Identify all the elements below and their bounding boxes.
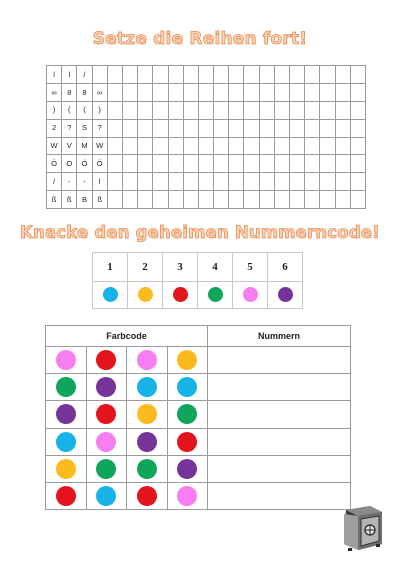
- color-dot-green: [208, 287, 223, 302]
- grid-cell-empty[interactable]: [290, 155, 305, 173]
- grid-cell-empty[interactable]: [320, 119, 335, 137]
- grid-cell-empty[interactable]: [168, 119, 183, 137]
- color-dot-yellow: [137, 404, 157, 424]
- color-dot-red: [96, 350, 116, 370]
- grid-cell-empty[interactable]: [138, 173, 153, 191]
- color-dot-red: [177, 432, 197, 452]
- grid-cell-empty[interactable]: [335, 101, 350, 119]
- grid-cell-empty[interactable]: [183, 137, 198, 155]
- grid-cell-symbol: ß: [62, 191, 77, 209]
- grid-cell-empty[interactable]: [153, 83, 168, 101]
- color-cell: [127, 347, 168, 374]
- grid-cell-empty[interactable]: [198, 66, 213, 84]
- grid-cell-empty[interactable]: [198, 137, 213, 155]
- color-cell: [86, 401, 127, 428]
- key-color-cell: [93, 282, 128, 309]
- grid-row: [47, 173, 366, 191]
- grid-cell-empty[interactable]: [107, 173, 122, 191]
- grid-cell-empty[interactable]: [244, 137, 259, 155]
- color-cell: [86, 347, 127, 374]
- color-dot-red: [173, 287, 188, 302]
- color-dot-yellow: [138, 287, 153, 302]
- grid-cell-empty[interactable]: [350, 155, 365, 173]
- grid-cell-symbol: O: [62, 155, 77, 173]
- color-key-table: [92, 252, 303, 309]
- grid-cell-symbol: ): [92, 101, 107, 119]
- color-cell: [46, 428, 87, 455]
- grid-cell-empty[interactable]: [229, 137, 244, 155]
- grid-cell-empty[interactable]: [183, 66, 198, 84]
- grid-cell-empty[interactable]: [290, 191, 305, 209]
- color-dot-blue: [137, 377, 157, 397]
- number-answer-cell[interactable]: [208, 428, 351, 455]
- key-number: 3: [163, 253, 198, 282]
- grid-cell-empty[interactable]: [305, 137, 320, 155]
- grid-cell-symbol: ∞: [92, 83, 107, 101]
- grid-cell-symbol: S: [77, 119, 92, 137]
- grid-cell-empty[interactable]: [259, 173, 274, 191]
- color-dot-pink: [96, 432, 116, 452]
- grid-cell-empty[interactable]: [320, 155, 335, 173]
- grid-cell-empty[interactable]: [259, 83, 274, 101]
- grid-cell-empty[interactable]: [244, 66, 259, 84]
- key-color-cell: [128, 282, 163, 309]
- grid-cell-symbol: ?: [92, 119, 107, 137]
- grid-cell-symbol: M: [77, 137, 92, 155]
- grid-row: [47, 155, 366, 173]
- number-answer-cell[interactable]: [208, 401, 351, 428]
- grid-cell-empty[interactable]: [153, 155, 168, 173]
- color-cell: [127, 401, 168, 428]
- grid-cell-symbol: V: [62, 137, 77, 155]
- grid-cell-symbol: B: [77, 191, 92, 209]
- grid-cell-empty[interactable]: [274, 191, 289, 209]
- grid-row: [47, 137, 366, 155]
- grid-cell-empty[interactable]: [350, 173, 365, 191]
- grid-cell-empty[interactable]: [259, 119, 274, 137]
- grid-cell-symbol: (: [77, 101, 92, 119]
- color-cell: [127, 455, 168, 482]
- grid-cell-symbol: -: [77, 173, 92, 191]
- grid-cell-empty[interactable]: [122, 137, 137, 155]
- grid-cell-empty[interactable]: [320, 101, 335, 119]
- grid-cell-empty[interactable]: [305, 173, 320, 191]
- grid-cell-empty[interactable]: [335, 137, 350, 155]
- color-dot-green: [96, 459, 116, 479]
- color-cell: [167, 374, 208, 401]
- key-color-cell: [198, 282, 233, 309]
- grid-row: [47, 66, 366, 84]
- grid-cell-symbol: Ó: [77, 155, 92, 173]
- grid-cell-empty[interactable]: [198, 173, 213, 191]
- grid-cell-empty[interactable]: [229, 66, 244, 84]
- grid-cell-symbol: l: [62, 66, 77, 84]
- title-code: Knacke den geheimen Nummerncode!: [20, 223, 380, 242]
- grid-cell-empty[interactable]: [138, 66, 153, 84]
- grid-cell-empty[interactable]: [214, 191, 229, 209]
- number-answer-cell[interactable]: [208, 374, 351, 401]
- grid-cell-empty[interactable]: [350, 137, 365, 155]
- color-dot-purple: [137, 432, 157, 452]
- color-dot-blue: [103, 287, 118, 302]
- grid-cell-symbol: -: [62, 173, 77, 191]
- grid-cell-empty[interactable]: [198, 155, 213, 173]
- grid-cell-empty[interactable]: [274, 66, 289, 84]
- grid-cell-empty[interactable]: [107, 101, 122, 119]
- grid-cell-empty[interactable]: [305, 66, 320, 84]
- color-cell: [86, 374, 127, 401]
- safe-icon: [340, 504, 384, 552]
- header-farbcode: Farbcode: [46, 326, 208, 347]
- color-dot-purple: [278, 287, 293, 302]
- grid-cell-empty[interactable]: [168, 137, 183, 155]
- grid-cell-empty[interactable]: [214, 155, 229, 173]
- color-dot-red: [137, 486, 157, 506]
- grid-cell-empty[interactable]: [214, 173, 229, 191]
- grid-cell-empty[interactable]: [107, 119, 122, 137]
- code-row: [46, 374, 351, 401]
- grid-cell-empty[interactable]: [107, 66, 122, 84]
- grid-cell-empty[interactable]: [259, 191, 274, 209]
- grid-cell-empty[interactable]: [168, 191, 183, 209]
- grid-cell-empty[interactable]: [335, 119, 350, 137]
- header-nummern: Nummern: [208, 326, 351, 347]
- grid-cell-empty[interactable]: [153, 101, 168, 119]
- grid-cell-empty[interactable]: [305, 155, 320, 173]
- grid-cell-empty[interactable]: [350, 191, 365, 209]
- key-number: 6: [268, 253, 303, 282]
- grid-cell-empty[interactable]: [138, 101, 153, 119]
- color-dot-purple: [177, 459, 197, 479]
- grid-cell-symbol: 8: [62, 83, 77, 101]
- grid-cell-empty[interactable]: [290, 101, 305, 119]
- grid-cell-empty[interactable]: [168, 173, 183, 191]
- grid-cell-symbol: (: [62, 101, 77, 119]
- color-dot-green: [177, 404, 197, 424]
- grid-cell-symbol: W: [47, 137, 62, 155]
- color-dot-pink: [177, 486, 197, 506]
- grid-cell-empty[interactable]: [122, 83, 137, 101]
- grid-cell-empty[interactable]: [244, 191, 259, 209]
- color-cell: [127, 482, 168, 509]
- grid-row: [47, 101, 366, 119]
- grid-cell-empty[interactable]: [244, 119, 259, 137]
- color-dot-purple: [56, 404, 76, 424]
- grid-cell-empty[interactable]: [198, 119, 213, 137]
- grid-cell-empty[interactable]: [274, 83, 289, 101]
- grid-cell-empty[interactable]: [244, 173, 259, 191]
- grid-cell-empty[interactable]: [274, 155, 289, 173]
- grid-cell-symbol: ?: [62, 119, 77, 137]
- grid-cell-empty[interactable]: [138, 83, 153, 101]
- grid-cell-empty[interactable]: [107, 83, 122, 101]
- grid-cell-symbol: l: [47, 66, 62, 84]
- color-cell: [46, 455, 87, 482]
- grid-cell-empty[interactable]: [183, 155, 198, 173]
- grid-cell-empty[interactable]: [153, 137, 168, 155]
- grid-cell-empty[interactable]: [350, 119, 365, 137]
- grid-cell-empty[interactable]: [274, 101, 289, 119]
- color-dot-blue: [56, 432, 76, 452]
- grid-cell-empty[interactable]: [305, 101, 320, 119]
- grid-cell-empty[interactable]: [153, 173, 168, 191]
- color-cell: [86, 482, 127, 509]
- grid-cell-symbol: Ö: [92, 155, 107, 173]
- color-dot-pink: [137, 350, 157, 370]
- grid-cell-empty[interactable]: [153, 191, 168, 209]
- code-row: [46, 455, 351, 482]
- grid-row: [47, 119, 366, 137]
- grid-cell-empty[interactable]: [320, 191, 335, 209]
- grid-cell-empty[interactable]: [214, 119, 229, 137]
- grid-cell-empty[interactable]: [259, 137, 274, 155]
- color-cell: [46, 482, 87, 509]
- code-table: [45, 325, 351, 510]
- color-cell: [167, 455, 208, 482]
- number-answer-cell[interactable]: [208, 455, 351, 482]
- key-number: 2: [128, 253, 163, 282]
- grid-cell-empty[interactable]: [320, 173, 335, 191]
- key-color-cell: [163, 282, 198, 309]
- key-number: 5: [233, 253, 268, 282]
- color-dot-red: [96, 404, 116, 424]
- color-cell: [167, 347, 208, 374]
- grid-cell-empty[interactable]: [350, 66, 365, 84]
- grid-cell-empty[interactable]: [168, 66, 183, 84]
- grid-cell-symbol: Ö: [47, 155, 62, 173]
- grid-cell-empty[interactable]: [244, 83, 259, 101]
- title-series: Setze die Reihen fort!: [92, 29, 308, 49]
- grid-cell-empty[interactable]: [244, 101, 259, 119]
- color-dot-purple: [96, 377, 116, 397]
- grid-cell-empty[interactable]: [183, 173, 198, 191]
- color-cell: [46, 401, 87, 428]
- grid-cell-symbol: /: [47, 173, 62, 191]
- code-row: [46, 401, 351, 428]
- key-color-cell: [233, 282, 268, 309]
- grid-cell-empty[interactable]: [290, 119, 305, 137]
- grid-cell-symbol: W: [92, 137, 107, 155]
- grid-cell-empty[interactable]: [168, 155, 183, 173]
- grid-cell-empty[interactable]: [259, 66, 274, 84]
- grid-cell-empty[interactable]: [229, 83, 244, 101]
- series-grid: [46, 65, 366, 209]
- grid-cell-empty[interactable]: [290, 137, 305, 155]
- color-dot-blue: [177, 377, 197, 397]
- grid-cell-empty[interactable]: [305, 83, 320, 101]
- color-cell: [86, 428, 127, 455]
- color-cell: [46, 374, 87, 401]
- code-row: [46, 428, 351, 455]
- color-cell: [167, 428, 208, 455]
- grid-cell-empty[interactable]: [183, 83, 198, 101]
- color-dot-blue: [96, 486, 116, 506]
- grid-cell-empty[interactable]: [153, 119, 168, 137]
- color-cell: [127, 428, 168, 455]
- grid-cell-empty[interactable]: [122, 155, 137, 173]
- color-dot-pink: [56, 350, 76, 370]
- grid-cell-symbol: ß: [92, 191, 107, 209]
- grid-cell-empty[interactable]: [229, 119, 244, 137]
- grid-cell-empty[interactable]: [122, 173, 137, 191]
- grid-cell-empty[interactable]: [335, 191, 350, 209]
- grid-cell-empty[interactable]: [259, 101, 274, 119]
- grid-cell-empty[interactable]: [138, 137, 153, 155]
- grid-cell-empty[interactable]: [198, 83, 213, 101]
- grid-cell-empty[interactable]: [168, 101, 183, 119]
- grid-cell-empty[interactable]: [183, 119, 198, 137]
- grid-row: [47, 191, 366, 209]
- color-dot-red: [56, 486, 76, 506]
- color-dot-green: [56, 377, 76, 397]
- grid-cell-symbol: ∞: [47, 83, 62, 101]
- grid-cell-empty[interactable]: [290, 173, 305, 191]
- grid-cell-empty[interactable]: [122, 119, 137, 137]
- grid-cell-empty[interactable]: [214, 137, 229, 155]
- grid-cell-empty[interactable]: [244, 155, 259, 173]
- grid-cell-empty[interactable]: [290, 83, 305, 101]
- grid-cell-empty[interactable]: [350, 83, 365, 101]
- grid-cell-empty[interactable]: [274, 173, 289, 191]
- grid-cell-empty[interactable]: [335, 66, 350, 84]
- grid-cell-empty[interactable]: [350, 101, 365, 119]
- grid-cell-empty[interactable]: [198, 191, 213, 209]
- grid-cell-empty[interactable]: [320, 66, 335, 84]
- grid-cell-empty[interactable]: [183, 191, 198, 209]
- grid-row: [47, 83, 366, 101]
- grid-cell-empty[interactable]: [107, 137, 122, 155]
- grid-cell-empty[interactable]: [138, 191, 153, 209]
- grid-cell-empty[interactable]: [138, 155, 153, 173]
- grid-cell-symbol: /: [77, 66, 92, 84]
- grid-cell-empty[interactable]: [320, 83, 335, 101]
- color-cell: [46, 347, 87, 374]
- code-row: [46, 347, 351, 374]
- grid-cell-symbol: ): [47, 101, 62, 119]
- grid-cell-empty[interactable]: [122, 66, 137, 84]
- grid-cell-empty[interactable]: [335, 155, 350, 173]
- grid-cell-empty[interactable]: [214, 101, 229, 119]
- grid-cell-empty[interactable]: [229, 155, 244, 173]
- grid-cell-empty[interactable]: [138, 119, 153, 137]
- grid-cell-empty[interactable]: [305, 191, 320, 209]
- grid-cell-empty[interactable]: [183, 101, 198, 119]
- key-color-cell: [268, 282, 303, 309]
- grid-cell-empty[interactable]: [259, 155, 274, 173]
- grid-cell-empty[interactable]: [198, 101, 213, 119]
- color-dot-green: [137, 459, 157, 479]
- grid-cell-empty[interactable]: [335, 83, 350, 101]
- grid-cell-empty[interactable]: [229, 191, 244, 209]
- grid-cell-symbol: 8: [77, 83, 92, 101]
- color-dot-pink: [243, 287, 258, 302]
- grid-cell-empty[interactable]: [290, 66, 305, 84]
- key-number: 4: [198, 253, 233, 282]
- grid-cell-empty[interactable]: [229, 173, 244, 191]
- grid-cell-empty[interactable]: [122, 191, 137, 209]
- grid-cell-symbol: ß: [47, 191, 62, 209]
- grid-cell-empty[interactable]: [274, 137, 289, 155]
- grid-cell-empty[interactable]: [305, 119, 320, 137]
- color-cell: [86, 455, 127, 482]
- grid-cell-symbol: l: [92, 173, 107, 191]
- grid-cell-empty[interactable]: [335, 173, 350, 191]
- color-cell: [167, 482, 208, 509]
- key-number: 1: [93, 253, 128, 282]
- grid-cell-empty[interactable]: [122, 101, 137, 119]
- grid-cell-empty[interactable]: [168, 83, 183, 101]
- code-row: [46, 482, 351, 509]
- grid-cell-empty[interactable]: [92, 66, 107, 84]
- grid-cell-symbol: 2: [47, 119, 62, 137]
- grid-cell-empty[interactable]: [229, 101, 244, 119]
- grid-cell-empty[interactable]: [214, 83, 229, 101]
- color-dot-yellow: [177, 350, 197, 370]
- number-answer-cell[interactable]: [208, 482, 351, 509]
- color-cell: [127, 374, 168, 401]
- grid-cell-empty[interactable]: [107, 155, 122, 173]
- number-answer-cell[interactable]: [208, 347, 351, 374]
- color-cell: [167, 401, 208, 428]
- grid-cell-empty[interactable]: [274, 119, 289, 137]
- grid-cell-empty[interactable]: [153, 66, 168, 84]
- color-dot-yellow: [56, 459, 76, 479]
- grid-cell-empty[interactable]: [107, 191, 122, 209]
- grid-cell-empty[interactable]: [214, 66, 229, 84]
- grid-cell-empty[interactable]: [320, 137, 335, 155]
